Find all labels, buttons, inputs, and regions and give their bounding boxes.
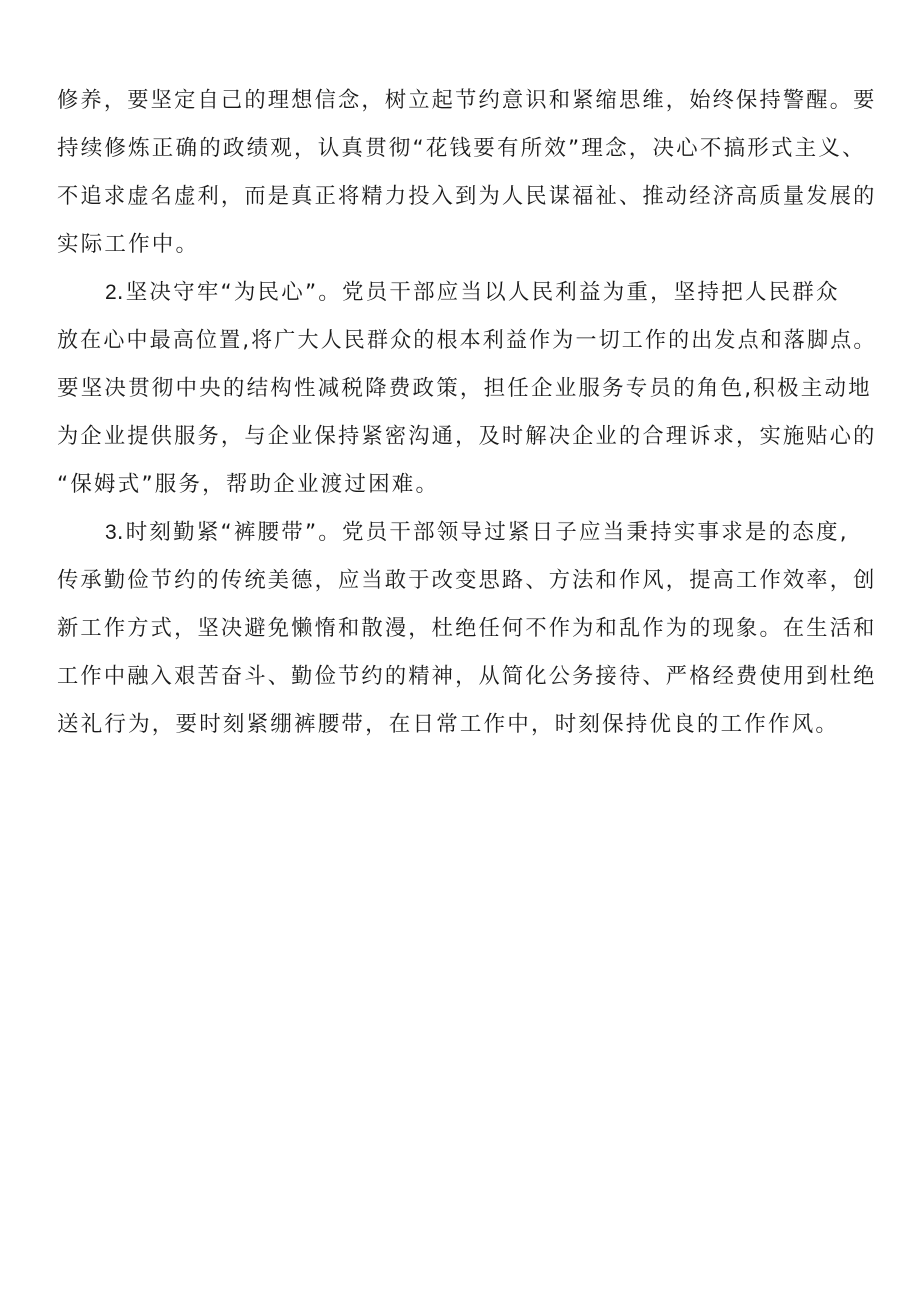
paragraph-3-line-2: 传承勤俭节约的传统美德，应当敢于改变思路、方法和作风，提高工作效率，创 <box>57 568 877 593</box>
paragraph-1-line-4: 实际工作中。 <box>57 232 200 257</box>
paragraph-2-line-4: 为企业提供服务，与企业保持紧密沟通，及时解决企业的合理诉求，实施贴心的 <box>57 424 877 449</box>
paragraph-3-line-3: 新工作方式，坚决避免懒惰和散漫，杜绝任何不作为和乱作为的现象。在生活和 <box>57 616 877 641</box>
paragraph-1-line-1: 修养，要坚定自己的理想信念，树立起节约意识和紧缩思维，始终保持警醒。要 <box>57 88 877 113</box>
paragraph-2-line-3: 要坚决贯彻中央的结构性减税降费政策，担任企业服务专员的角色,积极主动地 <box>57 376 872 401</box>
paragraph-2-line-2: 放在心中最高位置,将广大人民群众的根本利益作为一切工作的出发点和落脚点。 <box>57 328 877 353</box>
paragraph-1-line-3: 不追求虚名虚利，而是真正将精力投入到为人民谋福祉、推动经济高质量发展的 <box>57 184 877 209</box>
paragraph-3-number: 3 <box>105 521 117 544</box>
paragraph-1-line-2: 持续修炼正确的政绩观，认真贯彻“花钱要有所效”理念，决心不搞形式主义、 <box>57 136 866 161</box>
paragraph-3-heading: .时刻勤紧“裤腰带”。党员干部领导过紧日子应当秉持实事求是的态度, <box>116 520 849 545</box>
paragraph-3-line-5: 送礼行为，要时刻紧绷裤腰带，在日常工作中，时刻保持优良的工作作风。 <box>57 712 840 737</box>
paragraph-3-line-1 <box>105 518 849 548</box>
paragraph-3-line-4: 工作中融入艰苦奋斗、勤俭节约的精神，从简化公务接待、严格经费使用到杜绝 <box>57 664 877 689</box>
paragraph-2-line-5: “保姆式”服务，帮助企业渡过困难。 <box>57 472 440 497</box>
paragraph-2-line-1 <box>105 278 840 308</box>
paragraph-2-number: 2 <box>105 281 117 304</box>
paragraph-2-heading: .坚决守牢“为民心”。党员干部应当以人民利益为重，坚持把人民群众 <box>116 280 840 305</box>
